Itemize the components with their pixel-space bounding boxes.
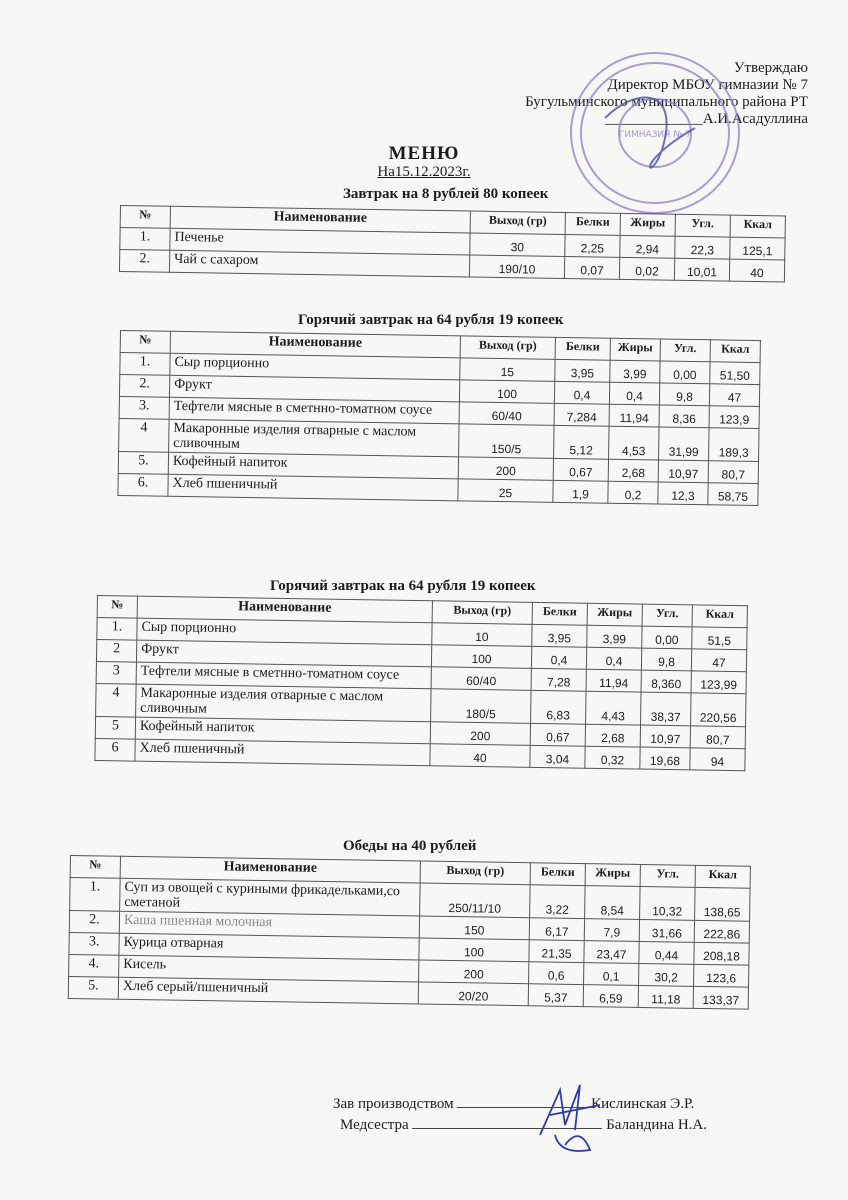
row-num: 2. [119,375,169,398]
row-yield: 15 [460,358,555,381]
signature-name: Баландина Н.А. [606,1117,708,1133]
section-title: Горячий завтрак на 64 рубля 19 копеек [298,312,564,328]
row-num: 5. [118,451,168,474]
row-carbs: 11,18 [638,985,693,1008]
row-protein: 0,67 [530,723,585,746]
col-yield: Выход (гр) [432,601,532,625]
row-kcal: 123,99 [691,671,746,694]
row-num: 1. [97,618,137,641]
row-kcal: 222,86 [694,920,749,943]
col-yield: Выход (гр) [470,211,565,234]
row-protein: 0,07 [564,256,619,279]
row-fat: 7,9 [584,919,639,942]
row-num: 2. [119,250,169,273]
row-carbs: 8,360 [641,670,691,693]
row-yield: 10 [432,623,532,647]
row-yield: 100 [431,645,531,669]
row-fat: 3,99 [610,360,660,383]
row-name: Курица отварная [119,933,419,960]
stamp-text: ГИМНАЗИЯ № 7 [618,130,692,140]
row-protein: 6,83 [531,690,587,724]
row-num: 1. [120,228,170,251]
row-name: Фрукт [169,375,459,402]
row-protein: 3,22 [530,885,586,919]
row-carbs: 12,3 [658,482,708,505]
row-fat: 23,47 [584,941,639,964]
col-carbs: Угл. [675,214,730,237]
col-fat: Жиры [620,213,675,236]
row-num: 3. [69,932,119,955]
section-title: Горячий завтрак на 64 рубля 19 копеек [270,578,536,594]
row-fat: 11,94 [609,404,659,427]
row-name: Кофейный напиток [168,452,458,479]
row-kcal: 123,9 [709,406,759,429]
menu-date: На15.12.2023г. [377,164,471,180]
col-fat: Жиры [587,603,642,626]
row-carbs: 8,36 [659,405,709,428]
row-carbs: 0,00 [642,626,692,649]
row-carbs: 10,97 [658,460,708,483]
row-yield: 30 [470,233,565,256]
row-protein: 2,25 [565,234,620,257]
row-kcal: 47 [709,384,759,407]
col-num: № [120,206,170,229]
signature-name: Кислинская Э.Р. [591,1096,695,1112]
row-yield: 100 [459,380,554,403]
row-kcal: 47 [691,649,746,672]
page-title: МЕНЮ [388,143,460,164]
approval-line: Директор МБОУ гимназии № 7 [607,77,808,93]
row-yield: 60/40 [431,667,531,691]
row-yield: 190/10 [469,255,564,278]
row-fat: 2,68 [585,724,640,747]
menu-table-breakfast [119,205,786,282]
col-name: Наименование [170,331,460,358]
row-yield: 150 [419,916,529,940]
col-carbs: Угл. [660,339,710,362]
menu-table-hot-breakfast-1 [117,330,761,506]
handwritten-signature [520,1075,610,1165]
row-carbs: 10,97 [640,725,690,748]
row-name: Чай с сахаром [169,250,469,277]
row-name: Суп из овощей с куриными фрикадельками,со сметаной [120,878,420,916]
row-name: Печенье [170,228,470,255]
col-fat: Жиры [585,864,640,887]
row-protein: 7,28 [531,668,586,691]
row-kcal: 40 [729,259,784,282]
row-name: Кисель [119,955,419,982]
row-name: Сыр порционно [170,353,460,380]
row-num: 5. [68,976,118,999]
row-num: 6. [118,473,168,496]
row-fat: 6,59 [583,985,638,1008]
row-num: 1. [70,878,121,912]
row-fat: 4,53 [609,426,660,460]
row-protein: 3,95 [532,624,587,647]
section-title: Обеды на 40 рублей [343,838,477,854]
col-name: Наименование [137,596,432,623]
row-num: 3 [96,661,136,684]
row-name: Тефтели мясные в сметнно-томатном соусе [136,662,431,689]
row-fat: 0,4 [586,647,641,670]
row-num: 1. [120,353,170,376]
row-carbs: 19,68 [640,747,690,770]
row-yield: 200 [430,722,530,746]
col-fat: Жиры [610,338,660,361]
row-fat: 0,32 [585,746,640,769]
row-kcal: 220,56 [691,693,747,727]
row-yield: 20/20 [418,982,528,1006]
row-name: Сыр порционно [137,618,432,645]
row-kcal: 58,75 [708,483,758,506]
row-carbs: 9,8 [659,383,709,406]
row-fat: 11,94 [586,669,641,692]
row-kcal: 138,65 [695,887,751,921]
col-protein: Белки [565,212,620,235]
row-yield: 40 [430,744,530,768]
col-protein: Белки [530,863,585,886]
row-protein: 0,4 [554,381,609,404]
row-num: 4 [96,683,137,717]
row-carbs: 31,66 [639,919,694,942]
col-name: Наименование [120,856,420,883]
row-fat: 0,1 [584,963,639,986]
row-name: Хлеб пшеничный [135,739,430,766]
row-name: Каша пшенная молочная [119,911,419,938]
row-yield: 200 [419,960,529,984]
row-kcal: 51,5 [692,627,747,650]
row-carbs: 10,32 [640,886,696,920]
row-name: Фрукт [136,640,431,667]
row-carbs: 10,01 [674,258,729,281]
row-fat: 0,4 [609,382,659,405]
row-fat: 8,54 [585,886,641,920]
row-kcal: 208,18 [694,942,749,965]
row-carbs: 9,8 [641,648,691,671]
row-kcal: 80,7 [708,461,758,484]
row-name: Хлеб серый/пшеничный [118,977,418,1004]
row-carbs: 0,00 [660,361,710,384]
signature-role: Зав производством [333,1096,454,1112]
row-name: Тефтели мясные в сметнно-томатном соусе [169,397,459,424]
row-num: 5 [95,716,135,739]
approval-line: Утверждаю [733,60,808,76]
row-carbs: 38,37 [641,692,692,726]
row-carbs: 22,3 [675,236,730,259]
row-protein: 0,4 [531,646,586,669]
row-protein: 5,12 [554,425,610,459]
col-yield: Выход (гр) [420,861,530,885]
row-name: Хлеб пшеничный [168,474,458,501]
row-yield: 200 [458,457,553,480]
row-name: Макаронные изделия отварные с маслом сливочным [136,684,431,722]
row-carbs: 0,44 [639,941,694,964]
row-kcal: 189,3 [709,428,760,462]
col-kcal: Ккал [710,340,760,363]
col-kcal: Ккал [695,865,750,888]
row-num: 2. [69,911,119,934]
section-title: Завтрак на 8 рублей 80 копеек [343,186,549,202]
col-yield: Выход (гр) [460,336,555,359]
row-yield: 100 [419,938,529,962]
row-kcal: 94 [690,748,745,771]
col-protein: Белки [532,602,587,625]
row-yield: 60/40 [459,402,554,425]
row-num: 4. [69,954,119,977]
row-num: 4 [119,418,170,452]
row-fat: 2,94 [620,235,675,258]
row-kcal: 51,50 [710,362,760,385]
col-protein: Белки [555,337,610,360]
col-name: Наименование [170,206,470,233]
row-carbs: 30,2 [639,963,694,986]
row-protein: 6,17 [529,918,584,941]
row-protein: 3,04 [530,745,585,768]
row-name: Кофейный напиток [135,717,430,744]
row-fat: 2,68 [608,459,658,482]
menu-table-lunch [68,855,751,1010]
official-stamp [565,48,745,218]
approval-line: Бугульминского муниципального района РТ [525,94,808,110]
row-protein: 0,6 [529,962,584,985]
row-fat: 0,02 [619,257,674,280]
row-kcal: 123,6 [694,964,749,987]
signature-line-production [333,1095,694,1113]
signature-role: Медсестра [340,1117,409,1133]
row-fat: 3,99 [587,625,642,648]
row-yield: 25 [458,479,553,502]
row-fat: 0,2 [608,481,658,504]
col-kcal: Ккал [692,605,747,628]
row-protein: 7,284 [554,403,609,426]
row-num: 2 [96,640,136,663]
row-protein: 0,67 [553,458,608,481]
row-protein: 1,9 [553,480,608,503]
row-protein: 3,95 [555,359,610,382]
row-name: Макаронные изделия отварные с маслом сливочным [169,419,459,457]
row-kcal: 133,37 [693,986,748,1009]
row-yield: 250/11/10 [420,883,531,918]
row-protein: 21,35 [529,940,584,963]
row-num: 6 [95,738,135,761]
approval-line: _____________А.И.Асадуллина [605,111,808,127]
row-carbs: 31,99 [659,427,710,461]
row-num: 3. [119,396,169,419]
menu-table-hot-breakfast-2 [94,595,748,771]
col-num: № [120,331,170,354]
col-num: № [70,856,120,879]
row-kcal: 125,1 [730,237,785,260]
col-carbs: Угл. [640,864,695,887]
col-carbs: Угл. [642,604,692,627]
col-kcal: Ккал [730,215,785,238]
row-fat: 4,43 [586,691,642,725]
col-num: № [97,596,137,619]
row-kcal: 80,7 [690,726,745,749]
row-yield: 150/5 [459,424,555,458]
row-protein: 5,37 [528,984,583,1007]
row-yield: 180/5 [431,689,532,724]
